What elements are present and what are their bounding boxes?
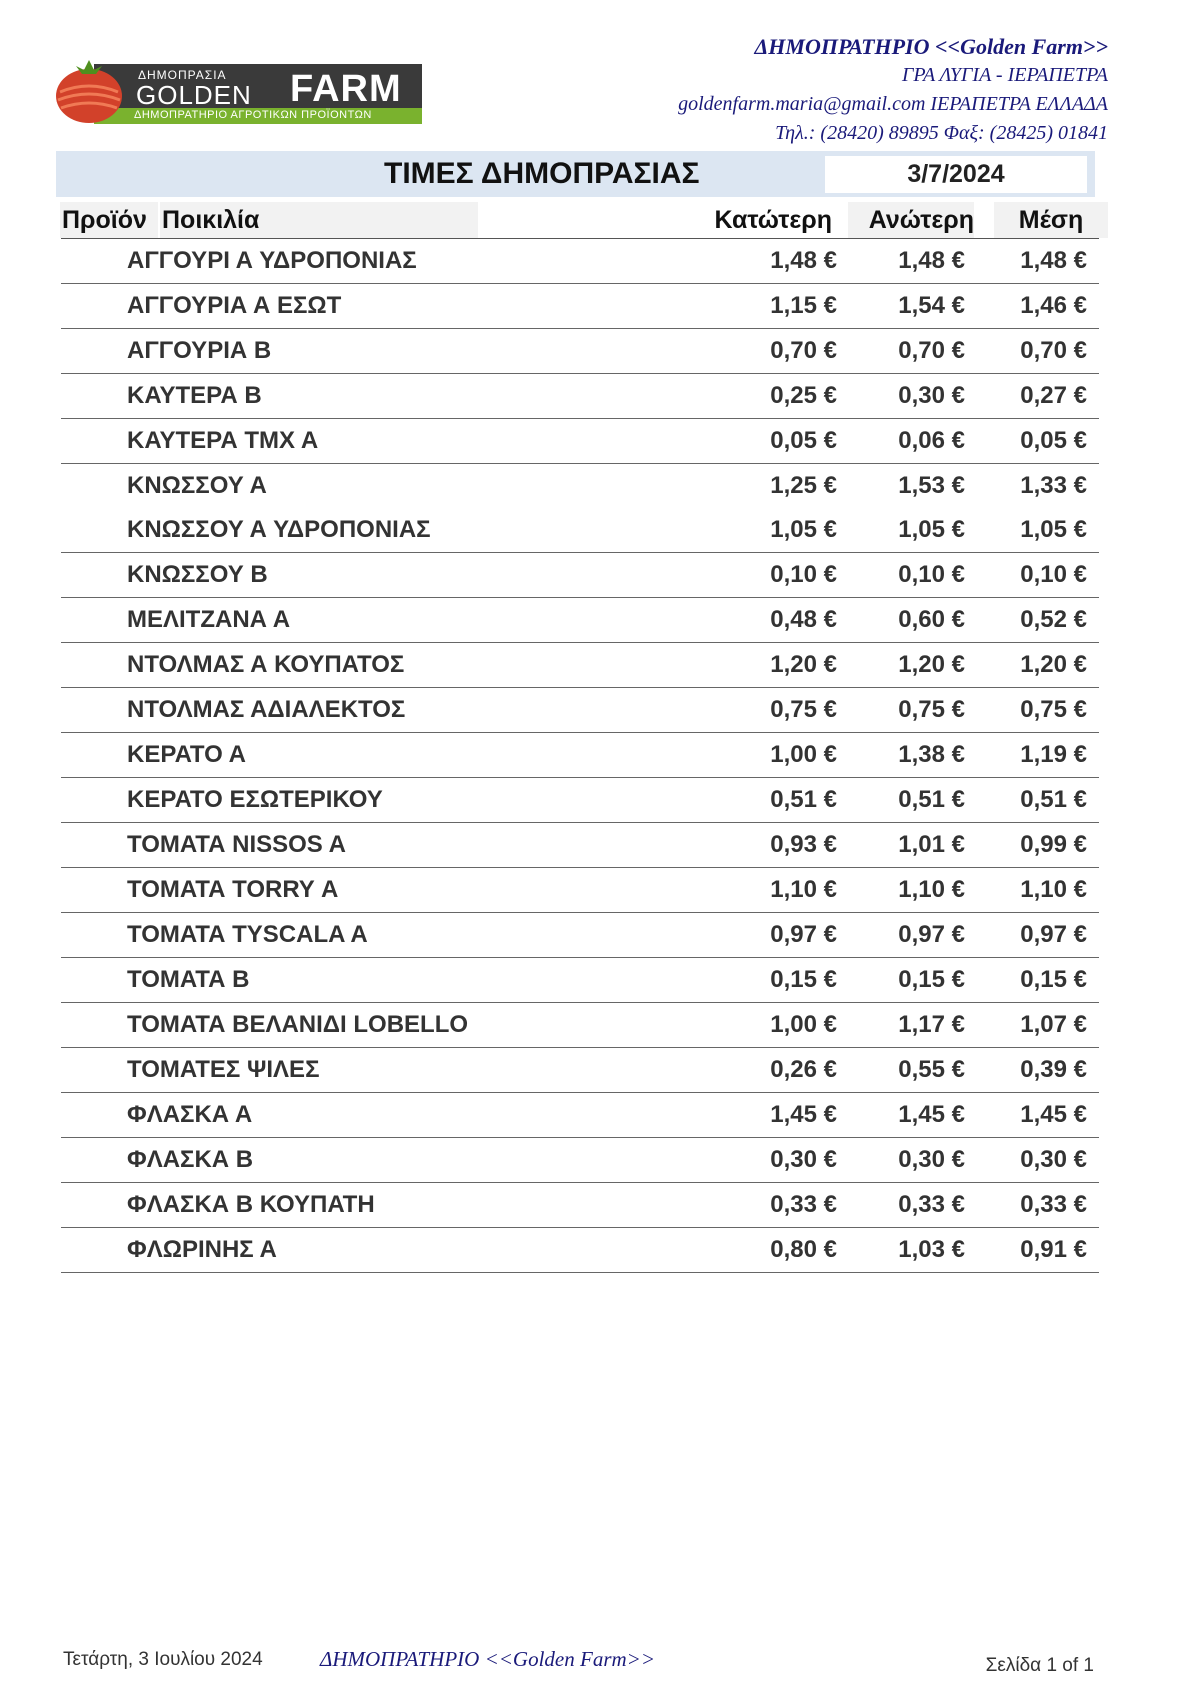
tomato-icon	[54, 58, 124, 124]
variety-cell: ΤΟΜΑΤΑ NISSOS A	[127, 831, 346, 858]
table-row	[61, 239, 1099, 284]
low-price-cell: 1,45 €	[770, 1101, 837, 1128]
average-price-cell: 1,48 €	[1020, 247, 1087, 274]
low-price-cell: 1,25 €	[770, 472, 837, 499]
table-row-line	[61, 553, 1099, 597]
high-price-cell: 1,03 €	[898, 1236, 965, 1263]
average-price-cell: 0,97 €	[1020, 921, 1087, 948]
variety-cell: ΚΕΡΑΤΟ Α	[127, 741, 246, 768]
low-price-cell: 0,33 €	[770, 1191, 837, 1218]
table-row-line	[61, 643, 1099, 687]
high-price-cell: 0,15 €	[898, 966, 965, 993]
table-row-line	[61, 419, 1099, 463]
table-row	[61, 733, 1099, 778]
variety-cell: ΑΓΓΟΥΡΙ Α ΥΔΡΟΠΟΝΙΑΣ	[127, 247, 417, 274]
table-row-line	[61, 1138, 1099, 1182]
table-row-line	[61, 733, 1099, 777]
column-header-low: Κατώτερη	[700, 202, 832, 238]
average-price-cell: 1,07 €	[1020, 1011, 1087, 1038]
average-price-cell: 0,15 €	[1020, 966, 1087, 993]
table-row-line	[61, 1093, 1099, 1137]
company-address: ΓΡΑ ΛΥΓΙΑ - ΙΕΡΑΠΕΤΡΑ	[901, 64, 1108, 86]
variety-cell: ΝΤΟΛΜΑΣ ΑΔΙΑΛΕΚΤΟΣ	[127, 696, 406, 723]
variety-cell: ΦΛΑΣΚΑ Α	[127, 1101, 253, 1128]
high-price-cell: 0,06 €	[898, 427, 965, 454]
variety-cell: ΚΑΥΤΕΡΑ Β	[127, 382, 262, 409]
auction-date: 3/7/2024	[825, 156, 1087, 193]
average-price-cell: 1,33 €	[1020, 472, 1087, 499]
table-row	[61, 1138, 1099, 1183]
low-price-cell: 1,20 €	[770, 651, 837, 678]
average-price-cell: 0,05 €	[1020, 427, 1087, 454]
low-price-cell: 0,75 €	[770, 696, 837, 723]
table-row	[61, 913, 1099, 958]
logo-farm-text: FARM	[290, 68, 402, 110]
average-price-cell: 0,70 €	[1020, 337, 1087, 364]
variety-cell: ΤΟΜΑΤΕΣ ΨΙΛΕΣ	[127, 1056, 320, 1083]
high-price-cell: 1,17 €	[898, 1011, 965, 1038]
high-price-cell: 1,54 €	[898, 292, 965, 319]
average-price-cell: 1,46 €	[1020, 292, 1087, 319]
high-price-cell: 0,30 €	[898, 1146, 965, 1173]
variety-cell: ΤΟΜΑΤΑ Β	[127, 966, 250, 993]
low-price-cell: 1,00 €	[770, 1011, 837, 1038]
variety-cell: ΚΝΩΣΣΟΥ Α ΥΔΡΟΠΟΝΙΑΣ	[127, 516, 431, 543]
average-price-cell: 0,52 €	[1020, 606, 1087, 633]
high-price-cell: 0,55 €	[898, 1056, 965, 1083]
average-price-cell: 0,30 €	[1020, 1146, 1087, 1173]
company-name: ΔΗΜΟΠΡΑΤΗΡΙΟ <<Golden Farm>>	[754, 34, 1108, 59]
table-row	[61, 1003, 1099, 1048]
company-email: goldenfarm.maria@gmail.com ΙΕΡΑΠΕΤΡΑ ΕΛΛΑΔΑ	[678, 93, 1108, 115]
high-price-cell: 0,70 €	[898, 337, 965, 364]
low-price-cell: 1,10 €	[770, 876, 837, 903]
variety-cell: ΦΛΑΣΚΑ Β	[127, 1146, 254, 1173]
variety-cell: ΤΟΜΑΤΑ TYSCALA A	[127, 921, 368, 948]
logo-subtitle: ΔΗΜΟΠΡΑΤΗΡΙΟ ΑΓΡΟΤΙΚΩΝ ΠΡΟΪΟΝΤΩΝ	[134, 109, 372, 121]
table-row-line	[61, 329, 1099, 373]
column-header-high: Ανώτερη	[848, 202, 974, 238]
high-price-cell: 0,10 €	[898, 561, 965, 588]
low-price-cell: 1,05 €	[770, 516, 837, 543]
table-row	[61, 1228, 1099, 1273]
high-price-cell: 0,51 €	[898, 786, 965, 813]
high-price-cell: 1,53 €	[898, 472, 965, 499]
high-price-cell: 0,60 €	[898, 606, 965, 633]
table-row-line	[61, 1228, 1099, 1272]
table-row	[61, 598, 1099, 643]
low-price-cell: 1,15 €	[770, 292, 837, 319]
table-row-line	[61, 1003, 1099, 1047]
average-price-cell: 0,91 €	[1020, 1236, 1087, 1263]
table-row	[61, 1093, 1099, 1138]
variety-cell: ΤΟΜΑΤΑ ΒΕΛΑΝΙΔΙ LOBELLO	[127, 1011, 469, 1038]
company-logo	[54, 50, 422, 126]
column-header-variety: Ποικιλία	[160, 202, 478, 238]
table-row-line	[61, 688, 1099, 732]
table-row-line	[61, 508, 1099, 552]
variety-cell: ΚΝΩΣΣΟΥ Α	[127, 472, 267, 499]
price-table	[61, 239, 1099, 1273]
low-price-cell: 0,05 €	[770, 427, 837, 454]
table-row	[61, 643, 1099, 688]
table-row	[61, 284, 1099, 329]
high-price-cell: 1,45 €	[898, 1101, 965, 1128]
table-row	[61, 553, 1099, 598]
table-row-line	[61, 1183, 1099, 1227]
average-price-cell: 0,51 €	[1020, 786, 1087, 813]
table-row	[61, 1048, 1099, 1093]
table-row	[61, 419, 1099, 464]
average-price-cell: 0,33 €	[1020, 1191, 1087, 1218]
column-header-product: Προϊόν	[60, 202, 158, 238]
high-price-cell: 1,05 €	[898, 516, 965, 543]
high-price-cell: 0,30 €	[898, 382, 965, 409]
low-price-cell: 0,26 €	[770, 1056, 837, 1083]
high-price-cell: 0,97 €	[898, 921, 965, 948]
average-price-cell: 0,75 €	[1020, 696, 1087, 723]
high-price-cell: 1,10 €	[898, 876, 965, 903]
footer-company: ΔΗΜΟΠΡΑΤΗΡΙΟ <<Golden Farm>>	[320, 1647, 656, 1671]
variety-cell: ΦΛΩΡΙΝΗΣ Α	[127, 1236, 277, 1263]
table-row-line	[61, 778, 1099, 822]
table-row	[61, 329, 1099, 374]
average-price-cell: 1,45 €	[1020, 1101, 1087, 1128]
average-price-cell: 1,05 €	[1020, 516, 1087, 543]
low-price-cell: 0,97 €	[770, 921, 837, 948]
high-price-cell: 1,38 €	[898, 741, 965, 768]
table-row	[61, 958, 1099, 1003]
logo-small-text: ΔΗΜΟΠΡΑΣΙΑ	[138, 68, 227, 82]
low-price-cell: 1,00 €	[770, 741, 837, 768]
company-phone: Τηλ.: (28420) 89895 Φαξ: (28425) 01841	[775, 122, 1108, 144]
table-row-line	[61, 374, 1099, 418]
variety-cell: ΜΕΛΙΤΖΑΝΑ Α	[127, 606, 291, 633]
low-price-cell: 0,48 €	[770, 606, 837, 633]
average-price-cell: 0,27 €	[1020, 382, 1087, 409]
low-price-cell: 0,10 €	[770, 561, 837, 588]
table-row	[61, 778, 1099, 823]
table-row-line	[61, 284, 1099, 328]
high-price-cell: 1,20 €	[898, 651, 965, 678]
variety-cell: ΑΓΓΟΥΡΙΑ Α ΕΣΩΤ	[127, 292, 342, 319]
variety-cell: ΦΛΑΣΚΑ Β ΚΟΥΠΑΤΗ	[127, 1191, 375, 1218]
table-row-line	[61, 1048, 1099, 1092]
logo-golden-text: GOLDEN	[136, 80, 252, 110]
low-price-cell: 0,30 €	[770, 1146, 837, 1173]
low-price-cell: 0,51 €	[770, 786, 837, 813]
footer-date: Τετάρτη, 3 Ιουλίου 2024	[63, 1649, 263, 1670]
variety-cell: ΚΝΩΣΣΟΥ Β	[127, 561, 268, 588]
table-row	[61, 823, 1099, 868]
high-price-cell: 0,75 €	[898, 696, 965, 723]
table-row-line	[61, 598, 1099, 642]
variety-cell: ΤΟΜΑΤΑ TORRY Α	[127, 876, 339, 903]
footer-page-number: Σελίδα 1 of 1	[985, 1655, 1094, 1676]
high-price-cell: 0,33 €	[898, 1191, 965, 1218]
table-row-line	[61, 823, 1099, 867]
low-price-cell: 0,93 €	[770, 831, 837, 858]
low-price-cell: 0,70 €	[770, 337, 837, 364]
table-row	[61, 868, 1099, 913]
table-row	[61, 1183, 1099, 1228]
page-title: ΤΙΜΕΣ ΔΗΜΟΠΡΑΣΙΑΣ	[384, 157, 700, 190]
low-price-cell: 0,80 €	[770, 1236, 837, 1263]
average-price-cell: 1,20 €	[1020, 651, 1087, 678]
average-price-cell: 1,19 €	[1020, 741, 1087, 768]
table-row	[61, 688, 1099, 733]
high-price-cell: 1,01 €	[898, 831, 965, 858]
average-price-cell: 1,10 €	[1020, 876, 1087, 903]
average-price-cell: 0,10 €	[1020, 561, 1087, 588]
variety-cell: ΚΑΥΤΕΡΑ ΤΜΧ Α	[127, 427, 319, 454]
low-price-cell: 1,48 €	[770, 247, 837, 274]
table-row-line	[61, 868, 1099, 912]
variety-cell: ΚΕΡΑΤΟ ΕΣΩΤΕΡΙΚΟΥ	[127, 786, 383, 813]
table-row-line	[61, 913, 1099, 957]
table-row	[61, 374, 1099, 419]
high-price-cell: 1,48 €	[898, 247, 965, 274]
low-price-cell: 0,25 €	[770, 382, 837, 409]
table-row	[61, 464, 1099, 553]
variety-cell: ΑΓΓΟΥΡΙΑ Β	[127, 337, 272, 364]
table-row-line	[61, 464, 1099, 508]
table-row-line	[61, 958, 1099, 1002]
average-price-cell: 0,99 €	[1020, 831, 1087, 858]
low-price-cell: 0,15 €	[770, 966, 837, 993]
variety-cell: ΝΤΟΛΜΑΣ Α ΚΟΥΠΑΤΟΣ	[127, 651, 405, 678]
table-row-line	[61, 239, 1099, 283]
column-header-average: Μέση	[994, 202, 1108, 238]
average-price-cell: 0,39 €	[1020, 1056, 1087, 1083]
